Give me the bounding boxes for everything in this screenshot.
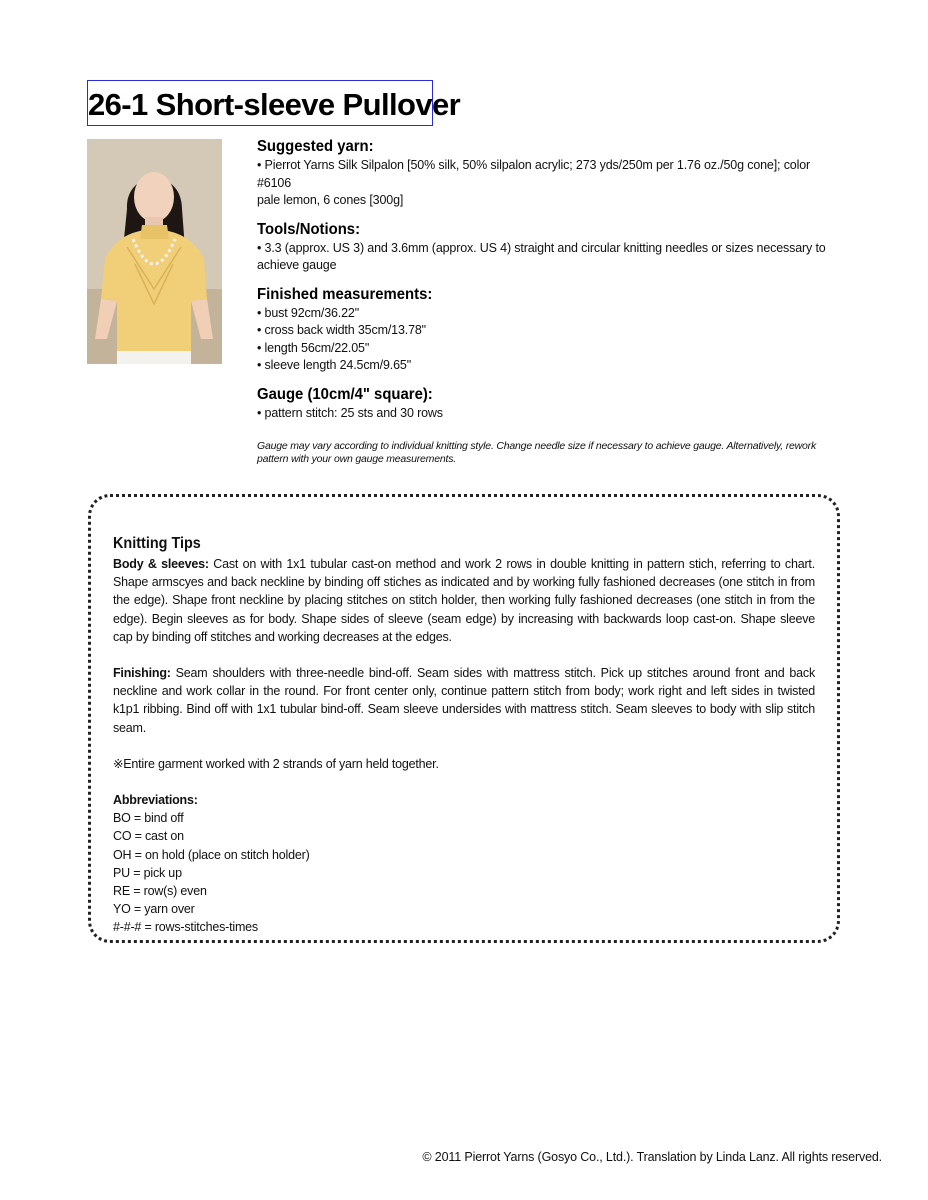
abbreviation-item: OH = on hold (place on stitch holder): [113, 847, 310, 862]
detail-line: • length 56cm/22.05": [257, 340, 370, 355]
detail-line: • pattern stitch: 25 sts and 30 rows: [257, 405, 443, 420]
abbreviation-item: PU = pick up: [113, 865, 182, 880]
gauge-section: [257, 384, 847, 466]
pattern-details: [257, 136, 847, 476]
detail-line: • 3.3 (approx. US 3) and 3.6mm (approx. US 4) straight and circular knitting needles or sizes necessary to: [257, 240, 826, 255]
garment-photo: [87, 139, 222, 364]
detail-line: • sleeve length 24.5cm/9.65": [257, 358, 412, 372]
gauge-note: Gauge may vary according to individual knitting style. Change needle size if necessary to achieve gauge. Alternatively, rework pattern with your own gauge measurements.: [257, 440, 817, 465]
model-illustration: [87, 139, 222, 364]
body-sleeves-text: Cast on with 1x1 tubular cast-on method and work 2 rows in double knitting in pattern stich, referring to chart. Shape armscyes and back neckline by binding off stiches as indicated and by working fully fashioned decreases (one stitch in from the edge). Shape front neckline by placing stitches on stitch holder, then working fully fashioned decreases (one stitch in from the edge). Begin sleeves as for body. Shape sides of sleeve (seam edge) by increasing with backwards loop cast-on. Shape sleeve cap by binding off stitches and working decreases at the edges.: [113, 557, 815, 644]
body-sleeves-label: Body & sleeves:: [113, 557, 209, 571]
section-heading: Tools/Notions:: [257, 220, 361, 238]
abbreviations-heading: Abbreviations:: [113, 793, 198, 808]
tools-notions-section: [257, 219, 847, 275]
detail-line: • cross back width 35cm/13.78": [257, 323, 426, 337]
section-heading: Gauge (10cm/4" square):: [257, 385, 433, 403]
section-heading: Finished measurements:: [257, 285, 433, 303]
abbreviation-item: #-#-# = rows-stitches-times: [113, 920, 258, 935]
body-sleeves-paragraph: [113, 555, 815, 646]
knitting-tips: [113, 534, 815, 937]
page-title: 26-1 Short-sleeve Pullover: [88, 87, 461, 122]
section-heading: Suggested yarn:: [257, 138, 374, 155]
abbreviation-item: RE = row(s) even: [113, 884, 207, 899]
abbreviation-item: YO = yarn over: [113, 902, 195, 917]
suggested-yarn-section: [257, 136, 847, 210]
detail-line: • bust 92cm/36.22": [257, 305, 360, 320]
finishing-label: Finishing:: [113, 666, 171, 681]
detail-line: achieve gauge: [257, 258, 337, 272]
finished-measurements-section: [257, 284, 847, 375]
detail-line: • Pierrot Yarns Silk Silpalon [50% silk, 50% silpalon acrylic; 273 yds/250m per 1.76 oz./50g cone]; color #6106: [257, 158, 811, 190]
abbreviation-item: BO = bind off: [113, 811, 184, 826]
finishing-paragraph: [113, 664, 815, 737]
copyright-footer: © 2011 Pierrot Yarns (Gosyo Co., Ltd.). Translation by Linda Lanz. All rights reserved.: [422, 1150, 882, 1164]
detail-line: pale lemon, 6 cones [300g]: [257, 193, 404, 207]
strands-note: ※Entire garment worked with 2 strands of yarn held together.: [113, 756, 439, 771]
abbreviation-item: CO = cast on: [113, 829, 184, 844]
finishing-text: Seam shoulders with three-needle bind-off. Seam sides with mattress stitch. Pick up stitches around front and back neckline and work collar in the round. For front center only, continue pattern stitch from body; work right and left sides in twisted k1p1 ribbing. Bind off with 1x1 tubular bind-off. Seam sleeve undersides with mattress stitch. Seam sleeves to body with slip stitch seam.: [113, 666, 815, 735]
knitting-tips-heading: Knitting Tips: [113, 535, 201, 552]
